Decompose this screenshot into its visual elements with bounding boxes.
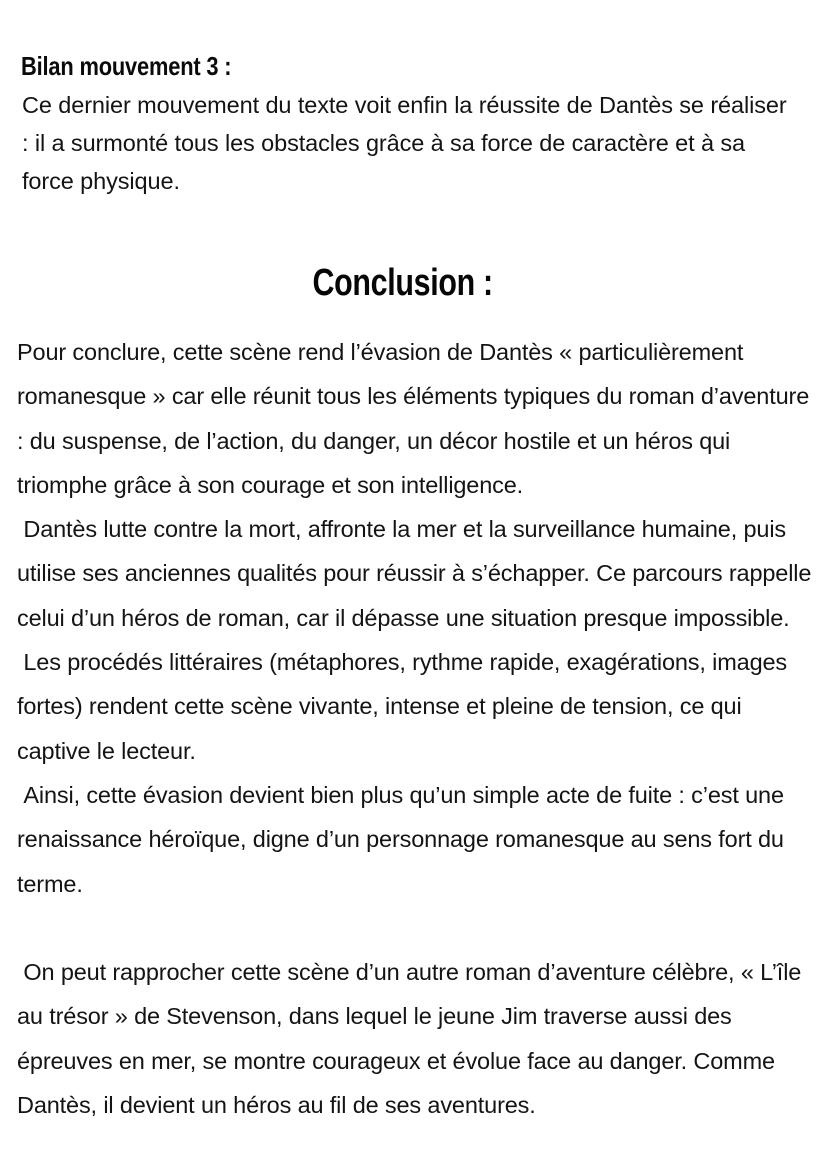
conclusion-paragraph-2: Dantès lutte contre la mort, affronte la mer et la surveillance humaine, puis utilise ses anciennes qualités pour réussir à s’échapper. Ce parcours rappelle celui d’un héros de roman, car il dépasse une situation presque impossible. — [17, 516, 818, 631]
conclusion-paragraph-5: On peut rapprocher cette scène d’un autre roman d’aventure célèbre, « L’île au trésor » de Stevenson, dans lequel le jeune Jim traverse aussi des épreuves en mer, se montre courageux et évolue face au danger. Comme Dantès, il devient un héros au fil de ses aventures. — [17, 959, 808, 1119]
bilan-body-text: Ce dernier mouvement du texte voit enfin la réussite de Dantès se réaliser : il a surmonté tous les obstacles grâce à sa force de caractère et à sa force physique. — [22, 91, 787, 194]
bilan-section — [0, 52, 828, 200]
conclusion-body — [17, 330, 817, 1127]
conclusion-heading-text: Conclusion : — [312, 262, 494, 305]
conclusion-heading — [0, 263, 806, 305]
bilan-heading: Bilan mouvement 3 : — [21, 51, 232, 81]
paragraph-spacer — [17, 906, 817, 950]
conclusion-paragraph-4: Ainsi, cette évasion devient bien plus qu’un simple acte de fuite : c’est une renaissance héroïque, digne d’un personnage romanesque au sens fort du terme. — [17, 781, 791, 897]
conclusion-paragraph-3: Les procédés littéraires (métaphores, rythme rapide, exagérations, images fortes) rendent cette scène vivante, intense et pleine de tension, ce qui captive le lecteur. — [17, 649, 794, 764]
conclusion-paragraph-1: Pour conclure, cette scène rend l’évasion de Dantès « particulièrement romanesque » car elle réunit tous les éléments typiques du roman d’aventure : du suspense, de l’action, du danger, un décor hostile et un héros qui triomphe grâce à son courage et son intelligence. — [17, 339, 816, 498]
